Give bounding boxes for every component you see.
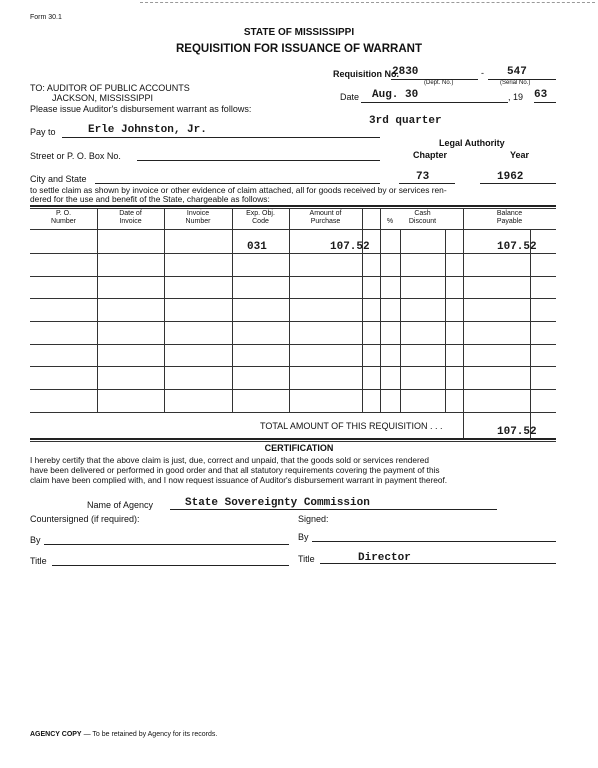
date-value: Aug. 30 (372, 89, 419, 101)
date-label: Date (340, 92, 360, 102)
serial-number: 547 (507, 66, 527, 78)
certification-line-1: I hereby certify that the above claim is just, due, correct and unpaid, that the goods sold or services rendered (30, 455, 429, 465)
by-label-right: By (298, 532, 309, 542)
certification-line-2: have been delivered or performed in good order and that all statutory requirements covering the payment of this (30, 465, 440, 475)
quarter-note: 3rd quarter (369, 115, 442, 127)
agency-value: State Sovereignty Commission (185, 497, 370, 509)
col-pct-header: % (386, 218, 394, 225)
addressee-line-2: JACKSON, MISSISSIPPI (52, 93, 154, 103)
title-label-right: Title (298, 554, 315, 564)
footer-note (30, 731, 217, 738)
form-number: Form 30.1 (30, 14, 62, 21)
settle-text-2: dered for the use and benefit of the State, chargeable as follows: (30, 194, 270, 204)
col-date-header: Date of Invoice (119, 210, 142, 225)
requisition-dash: - (481, 68, 484, 78)
col-balance-header: Balance Payable (496, 210, 523, 225)
settle-text-1: to settle claim as shown by invoice or other evidence of claim attached, all for goods received by or services ren- (30, 185, 447, 195)
signed-label: Signed: (298, 514, 329, 524)
chapter-label: Chapter (413, 150, 448, 160)
col-amount-header: Amount of Purchase (309, 210, 342, 225)
row-balance: 107.52 (497, 241, 537, 253)
serial-no-caption: (Serial No.) (500, 80, 531, 86)
total-label: TOTAL AMOUNT OF THIS REQUISITION . . . (260, 421, 443, 431)
pay-to-label: Pay to (30, 127, 56, 137)
chapter-value: 73 (416, 171, 430, 183)
perforation-line (140, 2, 595, 3)
page-title: REQUISITION FOR ISSUANCE OF WARRANT (176, 43, 422, 55)
pay-to-value: Erle Johnston, Jr. (88, 124, 207, 136)
agency-copy-text: — To be retained by Agency for its records. (83, 731, 218, 738)
col-po-header: P. O. Number (51, 210, 76, 225)
year-prefix: , 19 (508, 92, 524, 102)
total-value: 107.52 (497, 426, 537, 438)
agency-copy-label: AGENCY COPY (30, 731, 82, 738)
by-label-left: By (30, 535, 41, 545)
row-amount: 107.52 (330, 241, 370, 253)
dept-number: 2830 (392, 66, 419, 78)
agency-label: Name of Agency (87, 500, 154, 510)
addressee-line-1: TO: AUDITOR OF PUBLIC ACCOUNTS (30, 83, 190, 93)
row-exp-code: 031 (247, 241, 267, 253)
col-cash-header: Cash Discount (408, 210, 437, 225)
year-value: 63 (534, 89, 548, 101)
certification-line-3: claim have been complied with, and I now request issuance of Auditor's disbursement warrant in payment thereof. (30, 475, 448, 485)
street-label: Street or P. O. Box No. (30, 151, 121, 161)
year-authority-value: 1962 (497, 171, 524, 183)
countersigned-label: Countersigned (if required): (30, 514, 140, 524)
requisition-label: Requisition No. (333, 69, 399, 79)
state-heading: STATE OF MISSISSIPPI (243, 27, 355, 38)
title-value: Director (358, 552, 411, 564)
title-label-left: Title (30, 556, 47, 566)
city-label: City and State (30, 174, 87, 184)
certification-title: CERTIFICATION (264, 443, 334, 453)
addressee-instruction: Please issue Auditor's disbursement warrant as follows: (30, 104, 252, 114)
year-label: Year (510, 150, 530, 160)
col-invoice-header: Invoice Number (185, 210, 211, 225)
legal-authority-label: Legal Authority (439, 138, 505, 148)
col-exp-header: Exp. Obj. Code (246, 210, 275, 225)
dept-no-caption: (Dept. No.) (424, 80, 454, 86)
